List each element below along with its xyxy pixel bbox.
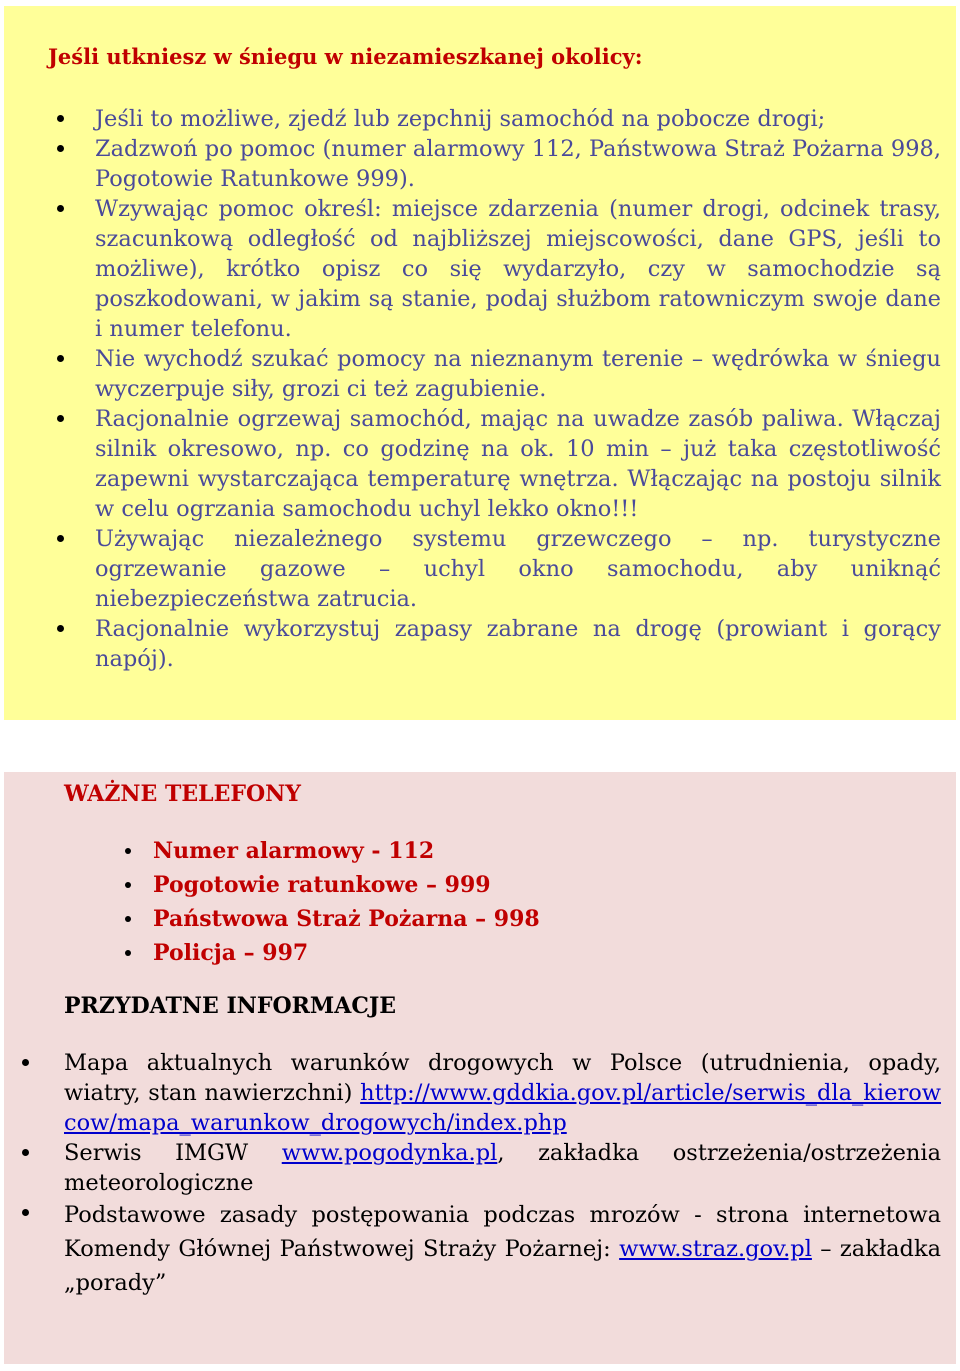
snow-section-heading: Jeśli utkniesz w śniegu w niezamieszkanej okolicy: [48, 44, 643, 69]
phones-list [153, 834, 540, 970]
tip-item: Wzywając pomoc określ: miejsce zdarzenia (numer drogi, odcinek trasy, szacunkową odległość od najbliższej miejscowości, dane GPS, jeśli to możliwe), krótko opisz co się wydarzyło, czy w samochodzie są poszkodowani, w jakim są stanie, podaj służbom ratowniczym swoje dane i numer telefonu. [95, 196, 941, 342]
info-item-imgw [64, 1138, 941, 1198]
phone-item: Policja – 997 [153, 936, 540, 970]
tip-item: Jeśli to możliwe, zjedź lub zepchnij samochód na pobocze drogi; [95, 104, 941, 134]
info-item-text: Serwis IMGW [64, 1140, 282, 1166]
info-item-text: Podstawowe zasady postępowania podczas mrozów - strona internetowa Komendy Głównej Państwowej Straży Pożarnej: [64, 1202, 941, 1262]
info-item-fire-service [64, 1198, 941, 1300]
phone-item: Państwowa Straż Pożarna – 998 [153, 902, 540, 936]
tip-item: Racjonalnie ogrzewaj samochód, mając na uwadze zasób paliwa. Włączaj silnik okresowo, np. co godzinę na ok. 10 min – już taka częstotliwość zapewni wystarczająca temperaturę wnętrza. Włączając na postoju silnik w celu ogrzania samochodu uchyl lekko okno!!! [95, 406, 941, 522]
info-item-road-map [64, 1048, 941, 1138]
tip-item: Nie wychodź szukać pomocy na nieznanym terenie – wędrówka w śniegu wyczerpuje siły, grozi ci też zagubienie. [95, 346, 941, 402]
tip-item: Racjonalnie wykorzystuj zapasy zabrane na drogę (prowiant i gorący napój). [95, 616, 941, 672]
straz-link[interactable]: www.straz.gov.pl [619, 1236, 812, 1262]
info-item-text: – zakładka „porady” [64, 1236, 941, 1296]
pogodynka-link[interactable]: www.pogodynka.pl [281, 1140, 498, 1166]
gddkia-link[interactable]: http://www.gddkia.gov.pl/article/serwis_dla_kierowcow/mapa_warunkow_drogowych/index.php [64, 1080, 942, 1136]
snow-tips-list [95, 104, 941, 674]
info-item-text: , zakładka ostrzeżenia/ostrzeżenia meteorologiczne [64, 1140, 941, 1196]
phones-heading: WAŻNE TELEFONY [64, 781, 301, 807]
info-heading: PRZYDATNE INFORMACJE [64, 993, 397, 1019]
phone-item: Pogotowie ratunkowe – 999 [153, 868, 540, 902]
info-list [64, 1048, 941, 1300]
tip-item: Używając niezależnego systemu grzewczego – np. turystyczne ogrzewanie gazowe – uchyl okno samochodu, aby uniknąć niebezpieczeństwa zatrucia. [95, 526, 941, 612]
info-item-text: Mapa aktualnych warunków drogowych w Polsce (utrudnienia, opady, wiatry, stan nawierzchni) [64, 1050, 941, 1106]
tip-item: Zadzwoń po pomoc (numer alarmowy 112, Państwowa Straż Pożarna 998, Pogotowie Ratunkowe 999). [95, 136, 941, 192]
phone-item: Numer alarmowy - 112 [153, 834, 540, 868]
